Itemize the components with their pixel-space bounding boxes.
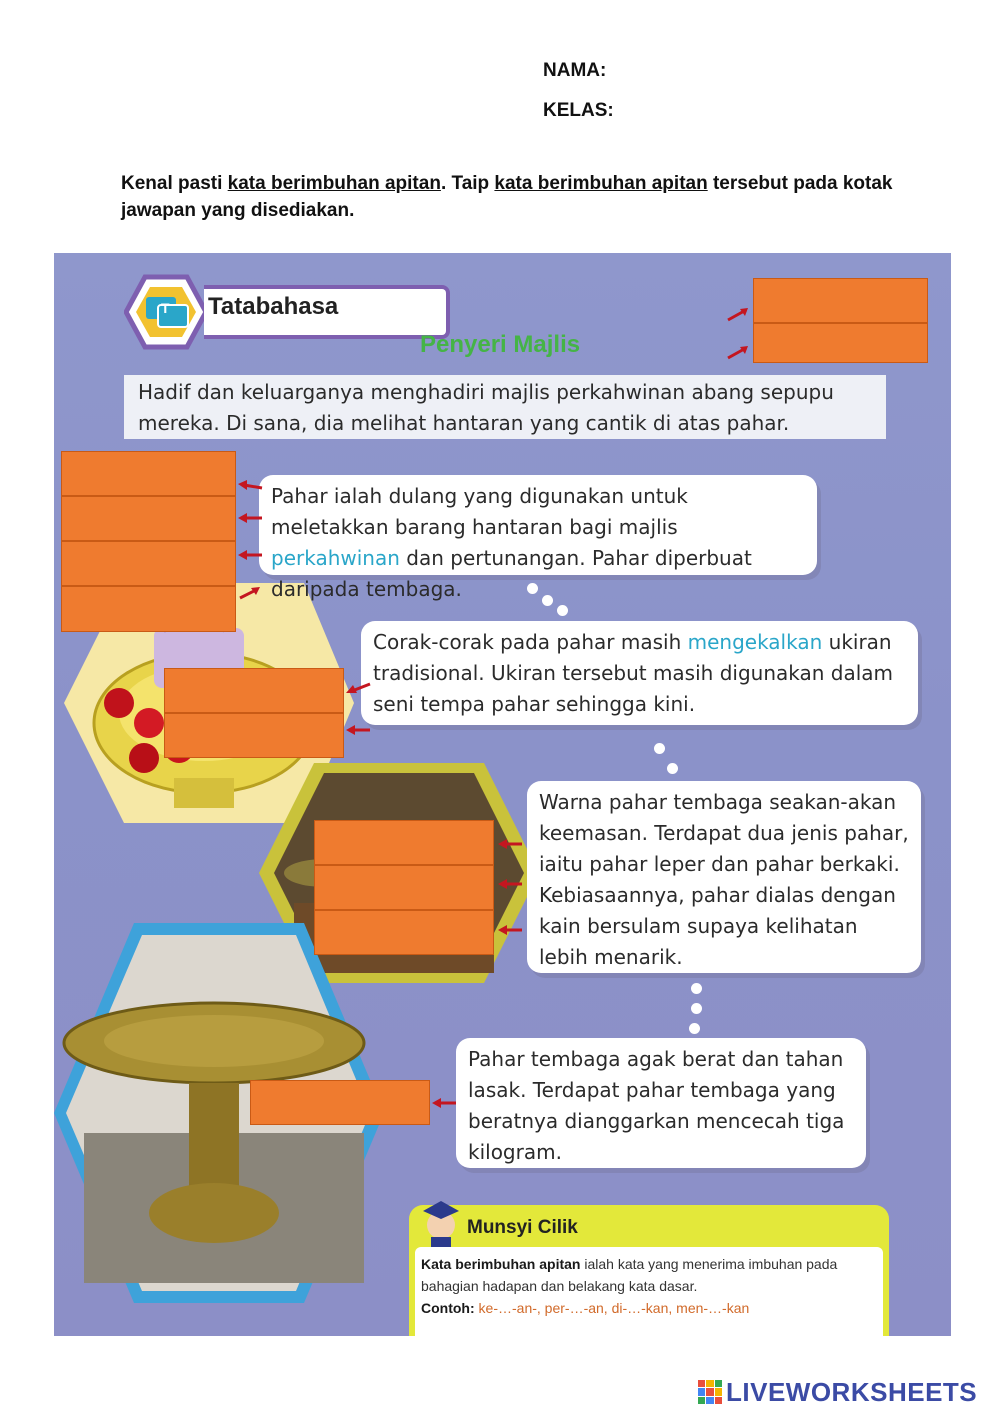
- liveworksheets-logo: [698, 1377, 977, 1407]
- munsyi-content: Kata berimbuhan apitan ialah kata yang menerima imbuhan pada bahagian hadapan dan belakang kata dasar. Contoh: ke-…-an-, per-…-an, di-…-kan, men-…-kan: [415, 1247, 883, 1336]
- info-bubble-1: Pahar ialah dulang yang digunakan untuk meletakkan barang hantaran bagi majlis perkahwinan dan pertunangan. Pahar diperbuat daripada tembaga.: [259, 475, 817, 575]
- intro-text: Hadif dan keluarganya menghadiri majlis perkahwinan abang sepupu mereka. Di sana, dia melihat hantaran yang cantik di atas pahar.: [124, 375, 886, 439]
- arrow-icon: [726, 306, 754, 322]
- section-tag: [124, 273, 384, 347]
- arrow-icon: [236, 547, 264, 563]
- graduate-icon: [421, 1197, 461, 1247]
- connector-dot: [689, 1023, 700, 1034]
- connector-dot: [542, 595, 553, 606]
- answer-box-7[interactable]: [164, 668, 344, 713]
- nama-label: NAMA:: [543, 60, 607, 81]
- answer-box-10[interactable]: [314, 865, 494, 910]
- munsyi-cilik-box: [409, 1205, 889, 1336]
- arrow-icon: [430, 1095, 458, 1111]
- kelas-label: KELAS:: [543, 100, 614, 121]
- answer-box-4[interactable]: [61, 496, 236, 541]
- arrow-icon: [236, 478, 264, 494]
- arrow-icon: [496, 836, 524, 852]
- arrow-icon: [496, 922, 524, 938]
- answer-box-1[interactable]: [753, 278, 928, 323]
- arrow-icon: [726, 344, 754, 360]
- answer-box-6[interactable]: [61, 586, 236, 632]
- info-bubble-4: Pahar tembaga agak berat dan tahan lasak. Terdapat pahar tembaga yang beratnya dianggarkan mencecah tiga kilogram.: [456, 1038, 866, 1168]
- connector-dot: [527, 583, 538, 594]
- logo-grid-icon: [698, 1380, 722, 1404]
- connector-dot: [691, 983, 702, 994]
- answer-box-5[interactable]: [61, 541, 236, 586]
- info-bubble-3: Warna pahar tembaga seakan-akan keemasan. Terdapat dua jenis pahar, iaitu pahar leper dan pahar berkaki. Kebiasaannya, pahar dialas dengan kain bersulam supaya kelihatan lebih menarik.: [527, 781, 921, 973]
- connector-dot: [667, 763, 678, 774]
- connector-dot: [654, 743, 665, 754]
- arrow-icon: [344, 722, 372, 738]
- info-bubble-2: Corak-corak pada pahar masih mengekalkan ukiran tradisional. Ukiran tersebut masih digunakan dalam seni tempa pahar sehingga kini.: [361, 621, 918, 725]
- arrow-icon: [238, 584, 266, 600]
- instruction-text: Kenal pasti kata berimbuhan apitan. Taip kata berimbuhan apitan tersebut pada kotak jawapan yang disediakan.: [121, 173, 893, 221]
- answer-box-8[interactable]: [164, 713, 344, 758]
- answer-box-9[interactable]: [314, 820, 494, 865]
- arrow-icon: [496, 876, 524, 892]
- answer-box-12[interactable]: [250, 1080, 430, 1125]
- connector-dot: [691, 1003, 702, 1014]
- worksheet-subtitle: Penyeri Majlis: [420, 331, 581, 358]
- answer-box-3[interactable]: [61, 451, 236, 496]
- answer-box-11[interactable]: [314, 910, 494, 955]
- munsyi-title: Munsyi Cilik: [467, 1217, 578, 1238]
- arrow-icon: [236, 510, 264, 526]
- chat-icon: [124, 273, 208, 351]
- worksheet-panel: [54, 253, 951, 1336]
- brand-name: LIVEWORKSHEETS: [726, 1376, 978, 1407]
- connector-dot: [557, 605, 568, 616]
- answer-box-2[interactable]: [753, 323, 928, 363]
- svg-text:T: T: [161, 300, 170, 316]
- arrow-icon: [344, 680, 372, 696]
- section-title: Tatabahasa: [208, 293, 339, 320]
